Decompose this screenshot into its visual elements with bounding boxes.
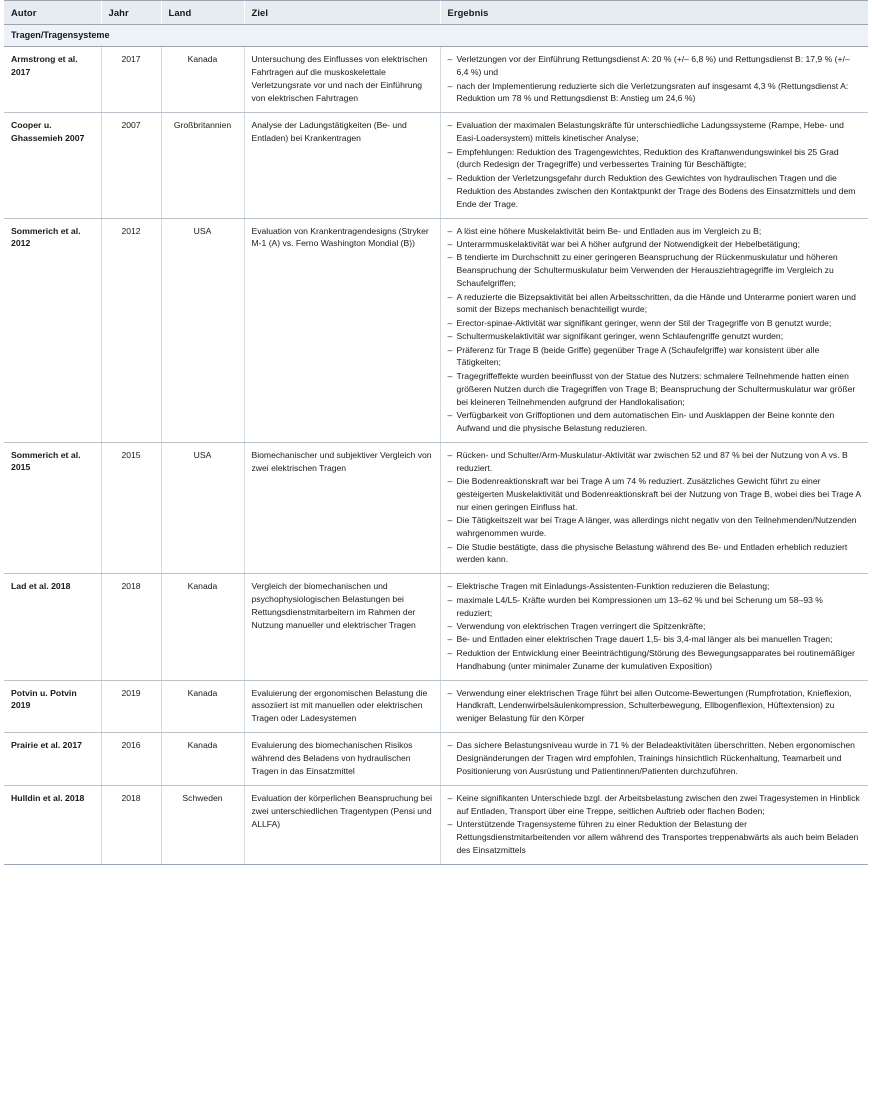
cell-jahr: 2015	[101, 442, 161, 574]
ergebnis-list	[448, 225, 862, 435]
cell-ziel: Evaluation von Krankentragendesigns (Stryker M-1 (A) vs. Ferno Washington Mondial (B))	[244, 218, 440, 442]
table-row	[4, 218, 868, 442]
cell-land: Kanada	[161, 680, 244, 733]
ergebnis-list-item: – Keine signifikanten Unterschiede bzgl. der Arbeitsbelastung zwischen den zwei Tragesystemen in Hinblick auf Entladen, Transport über eine Treppe, seitlichen Auftrieb oder flachen Boden;	[448, 792, 862, 818]
ergebnis-list-item: – Schultermuskelaktivität war signifikant geringer, wenn Schlaufengriffe genutzt wurden;	[448, 330, 862, 343]
cell-land: Kanada	[161, 574, 244, 680]
cell-ziel: Evaluierung der ergonomischen Belastung die assoziiert ist mit manuellen oder elektrischen Tragen oder Ladesystemen	[244, 680, 440, 733]
cell-autor: Armstrong et al. 2017	[4, 47, 101, 113]
ergebnis-list-item: – maximale L4/L5- Kräfte wurden bei Kompressionen um 13–62 % und bei Scherung um 58–93 % reduziert;	[448, 594, 862, 620]
cell-ergebnis	[440, 47, 868, 113]
cell-ergebnis	[440, 574, 868, 680]
column-header-ergebnis: Ergebnis	[440, 1, 868, 25]
cell-land: Kanada	[161, 733, 244, 786]
ergebnis-list-item: – nach der Implementierung reduzierte sich die Verletzungsraten auf insgesamt 4,3 % (Rettungsdienst A: Reduktion um 78 % und Rettungsdienst B: Anstieg um 24,6 %)	[448, 80, 862, 106]
ergebnis-list-item: – B tendierte im Durchschnitt zu einer geringeren Beanspruchung der Rückenmuskulatur und höheren Beanspruchung der Schultermuskulatur beim Verwenden der Herausziehtragegriffe im Vergleich zu Schaufelgriffen;	[448, 251, 862, 290]
ergebnis-list	[448, 53, 862, 105]
cell-jahr: 2012	[101, 218, 161, 442]
cell-autor: Potvin u. Potvin 2019	[4, 680, 101, 733]
cell-jahr: 2016	[101, 733, 161, 786]
cell-ergebnis	[440, 680, 868, 733]
cell-autor: Hulldin et al. 2018	[4, 785, 101, 864]
cell-jahr: 2018	[101, 785, 161, 864]
ergebnis-list	[448, 449, 862, 567]
ergebnis-list-item: – Verfügbarkeit von Griffoptionen und dem automatischen Ein- und Ausklappen der Beine konnte den Aufwand und die physische Belastung reduzieren.	[448, 409, 862, 435]
cell-ziel: Untersuchung des Einflusses von elektrischen Fahrtragen auf die muskoskelettale Verletzungsrate vor und nach der Einführung von elektrischen Fahrtragen	[244, 47, 440, 113]
section-label: Tragen/Tragensysteme	[4, 25, 868, 47]
cell-ergebnis	[440, 733, 868, 786]
table-row	[4, 574, 868, 680]
ergebnis-list-item: – Unterarmmuskelaktivität war bei A höher aufgrund der Notwendigkeit der Hebelbetätigung;	[448, 238, 862, 251]
cell-ergebnis	[440, 113, 868, 218]
table-body	[4, 47, 868, 865]
ergebnis-list-item: – A reduzierte die Bizepsaktivität bei allen Arbeitsschritten, da die Hände und Unterarme poniert waren und somit der Bizeps mechanisch benachteiligt wurde;	[448, 291, 862, 317]
header-row	[4, 1, 868, 25]
column-header-ziel: Ziel	[244, 1, 440, 25]
ergebnis-list	[448, 687, 862, 726]
column-header-land: Land	[161, 1, 244, 25]
cell-ergebnis	[440, 442, 868, 574]
ergebnis-list-item: – Tragegriffeffekte wurden beeinflusst von der Statue des Nutzers: schmalere Teilnehmende hatten einen größeren Nutzen durch die Tragegriffen von Trage B; Beanspruchung der Schultermuskulatur war größer bei kleineren Teilnehmenden aufgrund der Handlokalisation;	[448, 370, 862, 409]
ergebnis-list	[448, 739, 862, 778]
cell-ziel: Analyse der Ladungstätigkeiten (Be- und Entladen) bei Krankentragen	[244, 113, 440, 218]
cell-jahr: 2018	[101, 574, 161, 680]
cell-autor: Prairie et al. 2017	[4, 733, 101, 786]
study-evidence-table	[4, 0, 868, 865]
ergebnis-list-item: – Die Studie bestätigte, dass die physische Belastung während des Be- und Entladen erheblich reduziert werden kann.	[448, 541, 862, 567]
ergebnis-list-item: – Be- und Entladen einer elektrischen Trage dauert 1,5- bis 3,4-mal länger als bei manuellen Tragen;	[448, 633, 862, 646]
table-row	[4, 680, 868, 733]
ergebnis-list-item: – Das sichere Belastungsniveau wurde in 71 % der Beladeaktivitäten überschritten. Neben ergonomischen Designänderungen der Tragen wird empfohlen, Trainings hinsichtlich Rückenhaltung, Teamarbeit und Positionierung von Ausrüstung und Patientinnen/Patienten durchzuführen.	[448, 739, 862, 778]
cell-autor: Lad et al. 2018	[4, 574, 101, 680]
ergebnis-list-item: – Rücken- und Schulter/Arm-Muskulatur-Aktivität war zwischen 52 und 87 % bei der Nutzung von A vs. B reduziert.	[448, 449, 862, 475]
ergebnis-list-item: – Verletzungen vor der Einführung Rettungsdienst A: 20 % (+/– 6,8 %) und Rettungsdienst B: 17,9 % (+/– 6,4 %) und	[448, 53, 862, 79]
table-row	[4, 113, 868, 218]
ergebnis-list-item: – Evaluation der maximalen Belastungskräfte für unterschiedliche Ladungssysteme (Rampe, Hebe- und Easi-Loadersystem) mittels kinetischer Analyse;	[448, 119, 862, 145]
ergebnis-list-item: – Die Bodenreaktionskraft war bei Trage A um 74 % reduziert. Zusätzliches Gewicht führt zu einer gesteigerten Muskelaktivität und Bodenreaktionskraft bei der Nutzung von Trage B, wobei dies bei Trage A nur einen geringen Einfluss hat.	[448, 475, 862, 514]
table-row	[4, 785, 868, 864]
cell-land: Kanada	[161, 47, 244, 113]
ergebnis-list-item: – Elektrische Tragen mit Einladungs-Assistenten-Funktion reduzieren die Belastung;	[448, 580, 862, 593]
cell-land: USA	[161, 442, 244, 574]
column-header-autor: Autor	[4, 1, 101, 25]
cell-jahr: 2007	[101, 113, 161, 218]
table-section-header	[4, 25, 868, 47]
ergebnis-list	[448, 580, 862, 672]
cell-land: Schweden	[161, 785, 244, 864]
ergebnis-list-item: – Die Tätigkeitszeit war bei Trage A länger, was allerdings nicht negativ von den Teilnehmenden/Nutzenden wahrgenommen wurde.	[448, 514, 862, 540]
cell-ziel: Biomechanischer und subjektiver Vergleich von zwei elektrischen Tragen	[244, 442, 440, 574]
cell-jahr: 2017	[101, 47, 161, 113]
ergebnis-list-item: – Präferenz für Trage B (beide Griffe) gegenüber Trage A (Schaufelgriffe) war konsistent über alle Tätigkeiten;	[448, 344, 862, 370]
cell-ziel: Evaluierung des biomechanischen Risikos während des Beladens von hydraulischen Tragen in das Einsatzmittel	[244, 733, 440, 786]
ergebnis-list-item: – A löst eine höhere Muskelaktivität beim Be- und Entladen aus im Vergleich zu B;	[448, 225, 862, 238]
cell-jahr: 2019	[101, 680, 161, 733]
ergebnis-list-item: – Reduktion der Entwicklung einer Beeinträchtigung/Störung des Bewegungsapparates bei routinemäßiger Handhabung (unter minimaler Zuname der kumulativen Exposition)	[448, 647, 862, 673]
table-row	[4, 442, 868, 574]
ergebnis-list	[448, 792, 862, 857]
column-header-jahr: Jahr	[101, 1, 161, 25]
table-header	[4, 1, 868, 25]
table-row	[4, 47, 868, 113]
table-row	[4, 733, 868, 786]
cell-land: USA	[161, 218, 244, 442]
ergebnis-list-item: – Verwendung von elektrischen Tragen verringert die Spitzenkräfte;	[448, 620, 862, 633]
cell-autor: Sommerich et al. 2012	[4, 218, 101, 442]
section-row	[4, 25, 868, 47]
cell-land: Großbritannien	[161, 113, 244, 218]
cell-ziel: Evaluation der körperlichen Beanspruchung bei zwei unterschiedlichen Tragentypen (Pensi und ALLFA)	[244, 785, 440, 864]
ergebnis-list-item: – Unterstützende Tragensysteme führen zu einer Reduktion der Belastung der Rettungsdienstmitarbeitenden vor allem während des Transportes treppenabwärts als auch beim Beladen des Einsatzmittels	[448, 818, 862, 857]
cell-ergebnis	[440, 218, 868, 442]
ergebnis-list-item: – Reduktion der Verletzungsgefahr durch Reduktion des Gewichtes von hydraulischen Tragen und die Reduktion des Abstandes zwischen den Kontaktpunkt der Trage des Bodens des Einsatzmittels und dem Ende der Trage.	[448, 172, 862, 211]
cell-ziel: Vergleich der biomechanischen und psychophysiologischen Belastungen bei Rettungsdienstmitarbeitern im Rahmen der Nutzung manueller und elektrischer Tragen	[244, 574, 440, 680]
ergebnis-list	[448, 119, 862, 210]
ergebnis-list-item: – Empfehlungen: Reduktion des Tragengewichtes, Reduktion des Kraftanwendungswinkel bis 25 Grad (durch Redesign der Tragegriffe) und verbessertes Training für Beschäftigte;	[448, 146, 862, 172]
cell-autor: Sommerich et al. 2015	[4, 442, 101, 574]
ergebnis-list-item: – Verwendung einer elektrischen Trage führt bei allen Outcome-Bewertungen (Rumpfrotation, Knieflexion, Handkraft, Lendenwirbelsäulenkompression, Schulterbewegung, Ellbogenflexion, Hüftextension) zu weniger Belastung für den Körper	[448, 687, 862, 726]
ergebnis-list-item: – Erector-spinae-Aktivität war signifikant geringer, wenn der Stil der Tragegriffe von B genutzt wurde;	[448, 317, 862, 330]
cell-autor: Cooper u. Ghassemieh 2007	[4, 113, 101, 218]
cell-ergebnis	[440, 785, 868, 864]
